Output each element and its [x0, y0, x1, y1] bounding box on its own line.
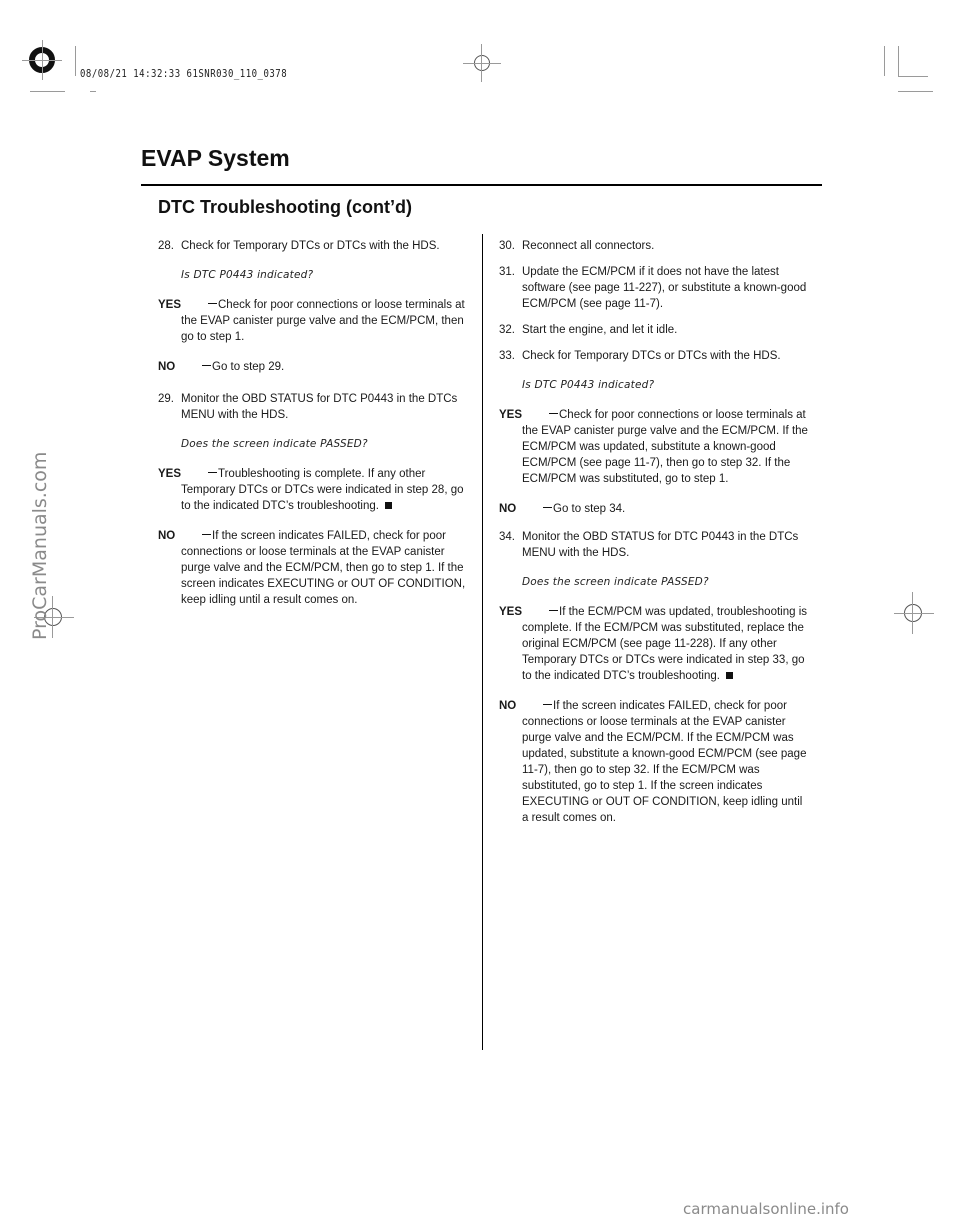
yes-label: YES	[499, 606, 523, 618]
answer-text: Troubleshooting is complete. If any other Temporary DTCs or DTCs were indicated in step 28, go to the indicated DTC’s troubleshooting.	[181, 468, 464, 512]
no-label: NO	[499, 700, 517, 712]
answer-yes	[499, 407, 811, 487]
step-number: 33.	[499, 350, 515, 362]
step-question: Does the screen indicate PASSED?	[522, 576, 709, 588]
step-number: 32.	[499, 324, 515, 336]
answer-dash	[208, 303, 217, 304]
yes-label: YES	[158, 299, 182, 311]
answer-text: If the ECM/PCM was updated, troubleshooting is complete. If the ECM/PCM was substituted, replace the original ECM/PCM (see page 11-228). If any other Temporary DTCs or DTCs were indicated in step 33, go to the indicated DTC’s troubleshooting.	[522, 606, 808, 682]
section-title: EVAP System	[141, 145, 290, 171]
step-text: Update the ECM/PCM if it does not have the latest software (see page 11-227), or substitute a known-good ECM/PCM (see page 11-7).	[522, 266, 807, 310]
trim-mark	[30, 91, 65, 92]
column-divider	[482, 234, 483, 1050]
no-label: NO	[158, 361, 176, 373]
step-text: Monitor the OBD STATUS for DTC P0443 in the DTCs MENU with the HDS.	[522, 531, 799, 559]
step-30	[499, 238, 811, 254]
step-number: 29.	[158, 393, 174, 405]
answer-yes	[158, 297, 468, 345]
step-question: Is DTC P0443 indicated?	[522, 379, 655, 391]
print-stamp: 08/08/21 14:32:33 61SNR030_110_0378	[80, 69, 288, 81]
answer-text: Check for poor connections or loose terminals at the EVAP canister purge valve and the ECM/PCM. If the ECM/PCM was updated, substitute a known-good ECM/PCM (see page 11-7), then go to step 32. If the ECM/PCM was substituted, go to step 1.	[522, 409, 808, 485]
page-subtitle: DTC Troubleshooting (cont’d)	[158, 197, 412, 217]
trim-mark	[898, 46, 899, 76]
answer-yes	[158, 466, 468, 514]
answer-text: Go to step 29.	[212, 361, 285, 373]
answer-dash	[202, 534, 211, 535]
answer-dash	[208, 472, 217, 473]
answer-text: If the screen indicates FAILED, check for poor connections or loose terminals at the EVAP canister purge valve and the ECM/PCM, then go to step 1. If the screen indicates EXECUTING or OUT OF CONDITION, keep idling until a result comes on.	[181, 530, 466, 606]
yes-label: YES	[158, 468, 182, 480]
step-28	[158, 238, 468, 375]
step-text: Check for Temporary DTCs or DTCs with the HDS.	[181, 240, 440, 252]
end-of-procedure-mark	[385, 502, 392, 509]
trim-mark	[898, 76, 928, 77]
answer-text: If the screen indicates FAILED, check for poor connections or loose terminals at the EVAP canister purge valve and the ECM/PCM. If the ECM/PCM was updated, substitute a known-good ECM/PCM (see page 11-7), then go to step 32. If the ECM/PCM was substituted, go to step 1. If the screen indicates EXECUTING or OUT OF CONDITION, keep idling until a result comes on.	[522, 700, 807, 824]
answer-dash	[543, 704, 552, 705]
trim-mark	[884, 46, 885, 76]
step-text: Check for Temporary DTCs or DTCs with the HDS.	[522, 350, 781, 362]
watermark-procarmanuals: ProCarManuals.com	[29, 451, 51, 640]
step-number: 28.	[158, 240, 174, 252]
step-34	[499, 529, 811, 826]
step-number: 30.	[499, 240, 515, 252]
trim-mark	[75, 46, 76, 76]
step-31	[499, 264, 811, 312]
answer-dash	[202, 365, 211, 366]
step-text: Monitor the OBD STATUS for DTC P0443 in the DTCs MENU with the HDS.	[181, 393, 458, 421]
answer-dash	[543, 507, 552, 508]
answer-no	[499, 698, 811, 826]
step-text: Reconnect all connectors.	[522, 240, 655, 252]
step-text: Start the engine, and let it idle.	[522, 324, 678, 336]
answer-no	[158, 528, 468, 608]
answer-dash	[549, 413, 558, 414]
watermark-carmanualsonline: carmanualsonline.info	[683, 1200, 849, 1218]
left-column	[158, 238, 468, 608]
step-32	[499, 322, 811, 338]
answer-yes	[499, 604, 811, 684]
step-question: Is DTC P0443 indicated?	[181, 269, 314, 281]
step-number: 34.	[499, 531, 515, 543]
step-29	[158, 391, 468, 608]
no-label: NO	[158, 530, 176, 542]
trim-mark	[898, 91, 933, 92]
right-column	[499, 238, 811, 826]
answer-text: Go to step 34.	[553, 503, 626, 515]
no-label: NO	[499, 503, 517, 515]
end-of-procedure-mark	[726, 672, 733, 679]
answer-dash	[549, 610, 558, 611]
answer-text: Check for poor connections or loose terminals at the EVAP canister purge valve and the ECM/PCM, then go to step 1.	[181, 299, 465, 343]
step-33	[499, 348, 811, 517]
header-rule	[141, 184, 822, 186]
trim-mark	[90, 91, 96, 92]
answer-no	[158, 359, 468, 375]
answer-no	[499, 501, 811, 517]
yes-label: YES	[499, 409, 523, 421]
step-question: Does the screen indicate PASSED?	[181, 438, 368, 450]
step-number: 31.	[499, 266, 515, 278]
